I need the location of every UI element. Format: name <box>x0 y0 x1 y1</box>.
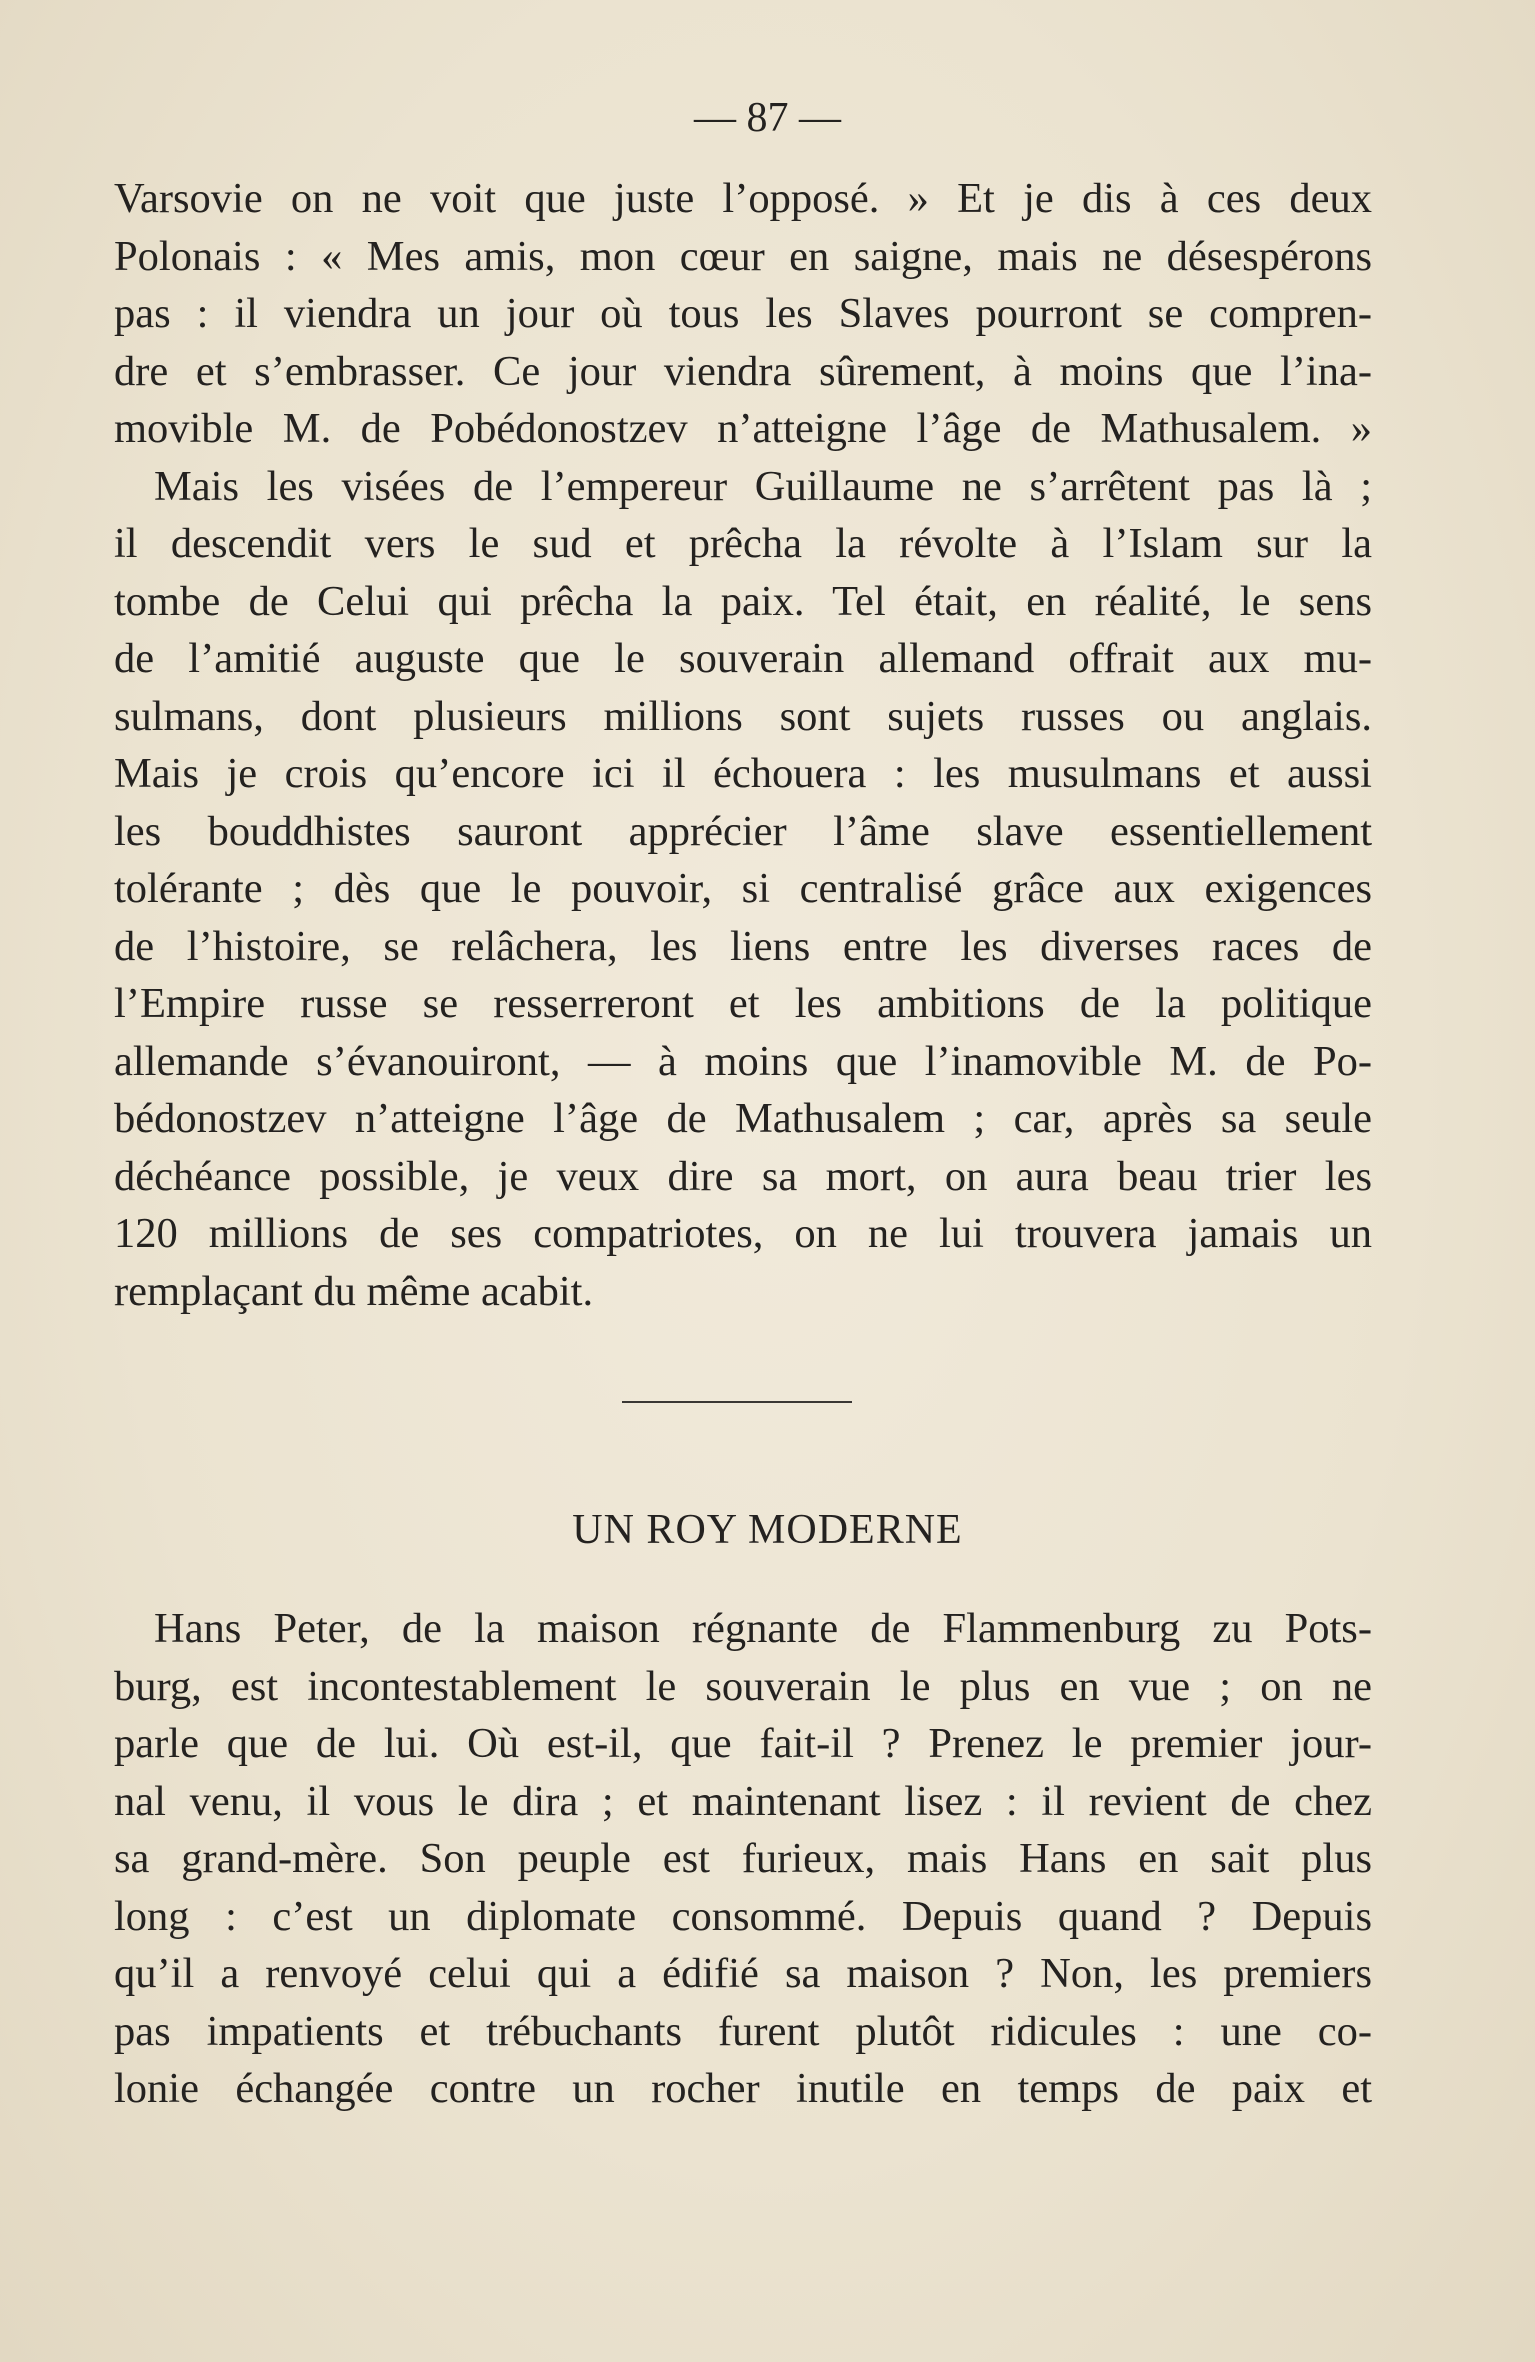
text-line: bédonostzev n’atteigne l’âge de Mathusalem ; car, après sa seule <box>114 1095 1372 1142</box>
section-title: UN ROY MODERNE <box>572 1507 963 1553</box>
text-line: sa grand-mère. Son peuple est furieux, mais Hans en sait plus <box>114 1835 1372 1882</box>
text-line: 120 millions de ses compatriotes, on ne lui trouvera jamais un <box>114 1210 1372 1257</box>
text-line: allemande s’évanouiront, — à moins que l’inamovible M. de Po- <box>114 1037 1372 1085</box>
text-line: l’Empire russe se resserreront et les ambitions de la politique <box>114 980 1372 1027</box>
text-line: remplaçant du même acabit. <box>114 1267 594 1315</box>
text-line: movible M. de Pobédonostzev n’atteigne l’âge de Mathusalem. » <box>114 405 1372 452</box>
text-line: Varsovie on ne voit que juste l’opposé. » Et je dis à ces deux <box>114 175 1372 222</box>
text-line: long : c’est un diplomate consommé. Depuis quand ? Depuis <box>114 1892 1372 1940</box>
text-line: Hans Peter, de la maison régnante de Flammenburg zu Pots- <box>154 1605 1372 1652</box>
text-line: de l’histoire, se relâchera, les liens entre les diverses races de <box>114 922 1372 970</box>
text-line: parle que de lui. Où est-il, que fait-il ? Prenez le premier jour- <box>114 1720 1372 1767</box>
text-line: les bouddhistes sauront apprécier l’âme slave essentiellement <box>114 807 1372 855</box>
text-line: Mais je crois qu’encore ici il échouera : les musulmans et aussi <box>114 750 1372 797</box>
text-line: dre et s’embrasser. Ce jour viendra sûrement, à moins que l’ina- <box>114 347 1372 395</box>
text-line: Mais les visées de l’empereur Guillaume ne s’arrêtent pas là ; <box>154 462 1372 510</box>
section-divider <box>622 1401 852 1403</box>
text-line: sulmans, dont plusieurs millions sont sujets russes ou anglais. <box>114 692 1372 740</box>
text-line: tolérante ; dès que le pouvoir, si centralisé grâce aux exigences <box>114 865 1372 912</box>
text-line: de l’amitié auguste que le souverain allemand offrait aux mu- <box>114 635 1372 682</box>
text-line: pas : il viendra un jour où tous les Slaves pourront se compren- <box>114 290 1372 337</box>
text-line: pas impatients et trébuchants furent plutôt ridicules : une co- <box>114 2007 1372 2055</box>
text-line: tombe de Celui qui prêcha la paix. Tel était, en réalité, le sens <box>114 577 1372 625</box>
text-line: qu’il a renvoyé celui qui a édifié sa maison ? Non, les premiers <box>114 1950 1372 1997</box>
text-line: il descendit vers le sud et prêcha la révolte à l’Islam sur la <box>114 520 1372 567</box>
text-block-bottom <box>114 1600 1372 2118</box>
text-block-top <box>114 170 1372 1320</box>
text-line: burg, est incontestablement le souverain le plus en vue ; on ne <box>114 1662 1372 1710</box>
page-number: — 87 — <box>694 95 841 141</box>
text-line: déchéance possible, je veux dire sa mort, on aura beau trier les <box>114 1152 1372 1200</box>
text-line: Polonais : « Mes amis, mon cœur en saigne, mais ne désespérons <box>114 232 1372 280</box>
text-line: nal venu, il vous le dira ; et maintenant lisez : il revient de chez <box>114 1777 1372 1825</box>
text-line: lonie échangée contre un rocher inutile en temps de paix et <box>114 2065 1372 2112</box>
